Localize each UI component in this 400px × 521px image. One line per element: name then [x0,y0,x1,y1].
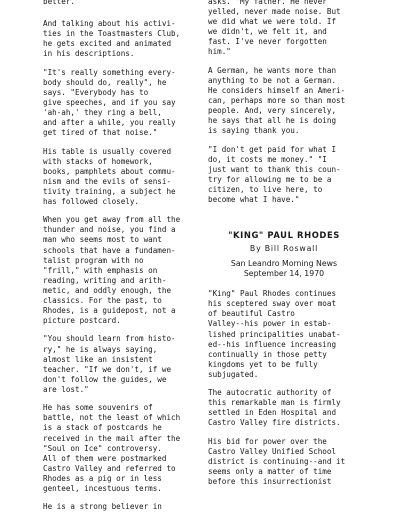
paragraph: "King" Paul Rhodes continues his sceptered sway over moat of beautiful Castro Valley--his power in estab- lished principalities unabat- ed--his influence increasing continually in those petty kingdoms yet to be fully subjugated. [208,289,341,379]
paragraph: His table is usually covered with stacks of homework, books, pamphlets about commu- nism and the evils of sensi- tivity training, a subject he has followed closely. [43,146,176,206]
paragraph: A German, he wants more than anything to be not a German. He considers himself an Ameri- can, perhaps more so than most people. And, very sincerely, he says that all he is doing is saying thank you. [208,65,346,136]
paragraph: The autocratic authority of this remarkable man is firmly settled in Eden Hospital and Castro Valley fire districts. [208,388,341,428]
paragraph: He is a strong believer in [43,502,162,512]
paragraph: And talking about his activi- ties in the Toastmasters Club, he gets excited and animated in his descriptions. [43,19,181,59]
publication-date: September 14, 1970 [243,269,325,279]
paragraph: better." [43,0,80,6]
paragraph: He has some souvenirs of battle, not the least of which is a stack of postcards he received in the mail after the "Soul on Ice" controversy. All of them were postmarked Castro Valley and referred to Rhodes as a pig or in less genteel, incestuous terms. [43,403,181,493]
paragraph: "It's really something every- body should do, really", he says. "Everybody has to give speeches, and if you say 'ah-ah,' they ring a bell, and after a while, you really get tired of that noise." [43,67,176,138]
article-byline: By Bill Roswall [249,244,319,254]
paragraph: asks. "My father. He never yelled, never made noise. But we did what we were told. If we didn't, we felt it, and fast. I've never forgotten him." [208,0,341,57]
paragraph: "I don't get paid for what I do, it costs me money." "I just want to thank this coun- try for allowing me to be a citizen, to live here, to become what I have." [208,144,341,205]
left-column [43,0,203,521]
publication-name: San Leandro Morning News [230,259,338,269]
right-column [208,0,360,495]
paragraph: His bid for power over the Castro Valley Unified School district is continuing--and it seems only a matter of time before this insurrectionist [208,436,346,487]
paragraph: "You should learn from histo- ry," he is always saying, almost like an insistent teacher. "If we don't, if we don't follow the guides, we are lost." [43,334,176,394]
paragraph: When you get away from all the thunder and noise, you find a man who seems most to want schools that have a fundamen- talist program with no "frill," with emphasis on reading, writing and arith- metic, and oddly enough, the classics. For the past, to Rhodes, is a guidepost, not a picture postcard. [43,215,181,326]
article-headline: "KING" PAUL RHODES [228,230,340,241]
